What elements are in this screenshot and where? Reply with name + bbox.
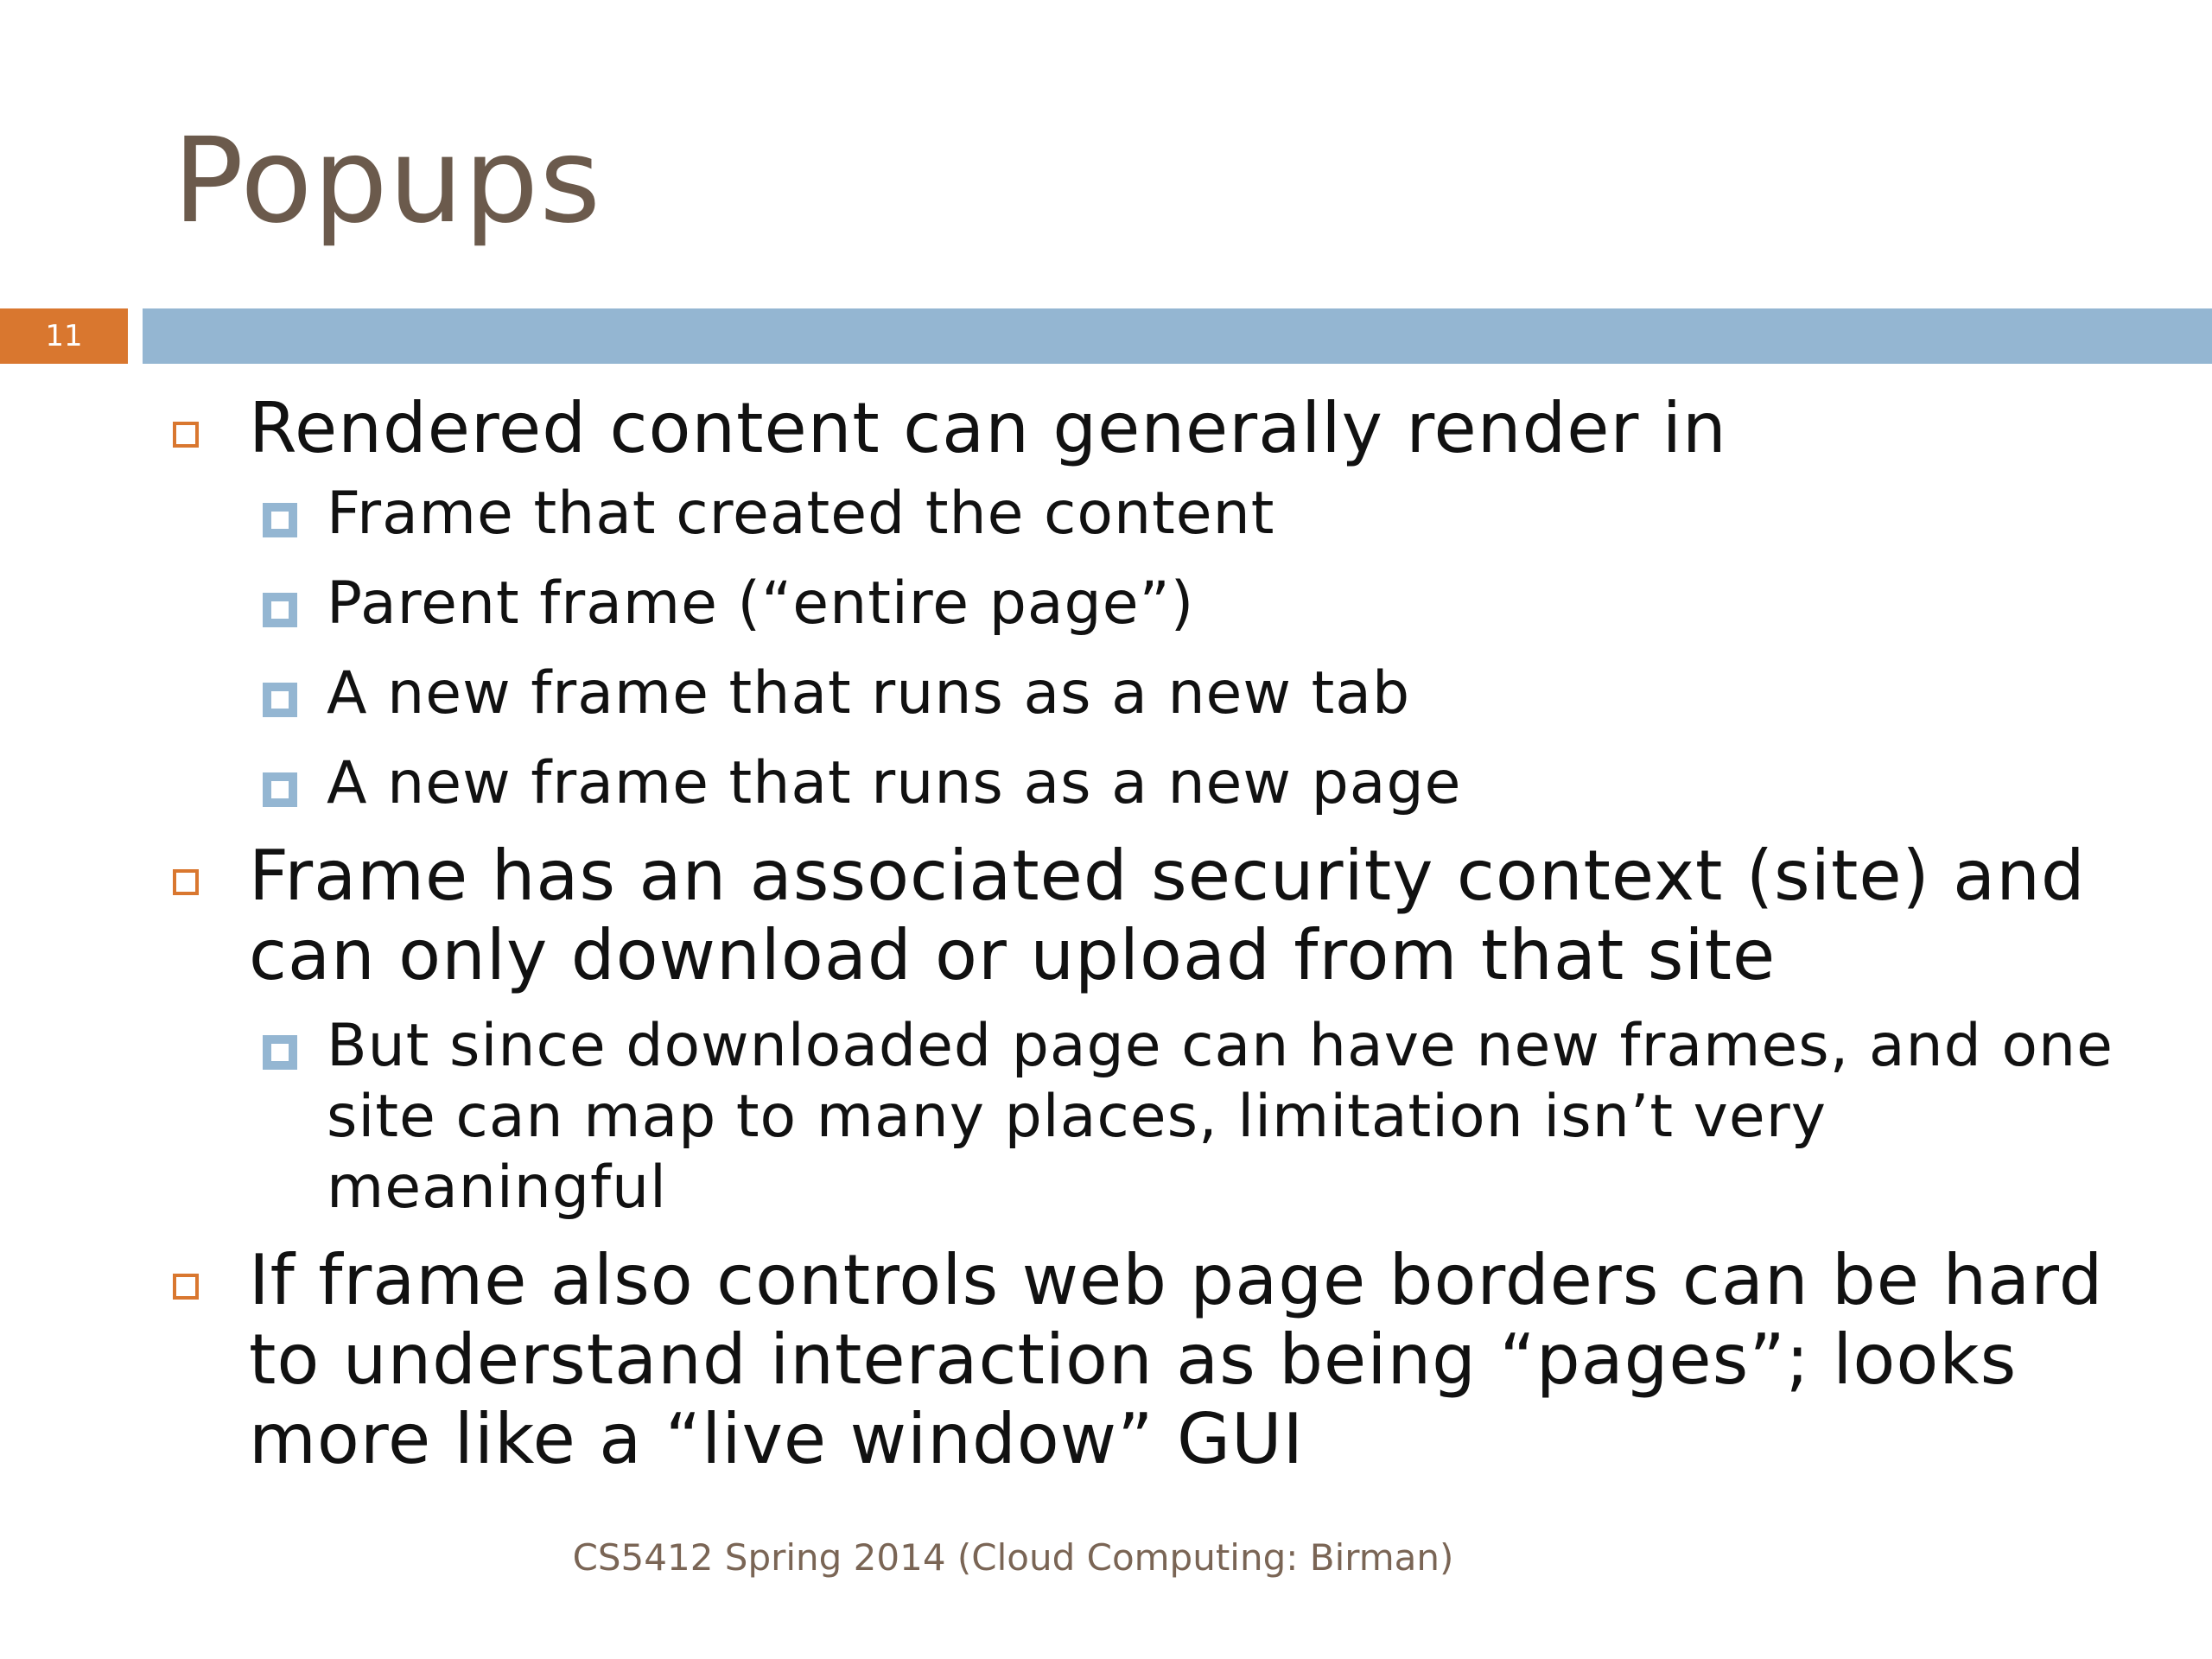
filled-square-bullet-icon	[263, 593, 297, 627]
sub-bullet-1-1	[259, 479, 2126, 550]
sub-bullet-1-3-text: A new frame that runs as a new tab	[327, 659, 1411, 728]
filled-square-bullet-icon	[263, 1035, 297, 1070]
filled-square-bullet-icon	[263, 683, 297, 717]
sub-bullet-1-2-text: Parent frame (“entire page”)	[327, 569, 1195, 638]
bullet-1-text: Rendered content can generally render in	[249, 388, 1727, 468]
square-bullet-icon	[173, 1274, 199, 1300]
sub-bullet-1-3	[259, 658, 2126, 729]
sub-bullet-1-4	[259, 748, 2126, 819]
bullet-3	[173, 1241, 2126, 1479]
bullet-3-text: If frame also controls web page borders can be hard to understand interaction as being “pages”; looks more like a “live window” GUI	[249, 1240, 2104, 1479]
filled-square-bullet-icon	[263, 772, 297, 807]
sub-bullet-1-4-text: A new frame that runs as a new page	[327, 749, 1462, 817]
square-bullet-icon	[173, 422, 199, 448]
sub-bullet-1-1-text: Frame that created the content	[327, 480, 1275, 548]
filled-square-bullet-icon	[263, 503, 297, 537]
slide-title: Popups	[173, 113, 602, 250]
sub-bullet-2-1-text: But since downloaded page can have new frames, and one site can map to many places, limitation isn’t very meaningful	[327, 1012, 2113, 1222]
sub-bullet-1-2	[259, 569, 2126, 639]
slide-number-badge: 11	[0, 308, 128, 364]
bullet-2-text: Frame has an associated security context (site) and can only download or upload from that site	[249, 836, 2086, 995]
sub-bullet-2-1	[259, 1011, 2126, 1224]
bullet-2	[173, 836, 2126, 995]
slide-footer: CS5412 Spring 2014 (Cloud Computing: Birman)	[572, 1536, 1454, 1579]
bullet-1	[173, 389, 2126, 468]
slide-content	[173, 389, 2126, 1479]
square-bullet-icon	[173, 869, 199, 895]
title-divider-bar	[143, 308, 2212, 364]
